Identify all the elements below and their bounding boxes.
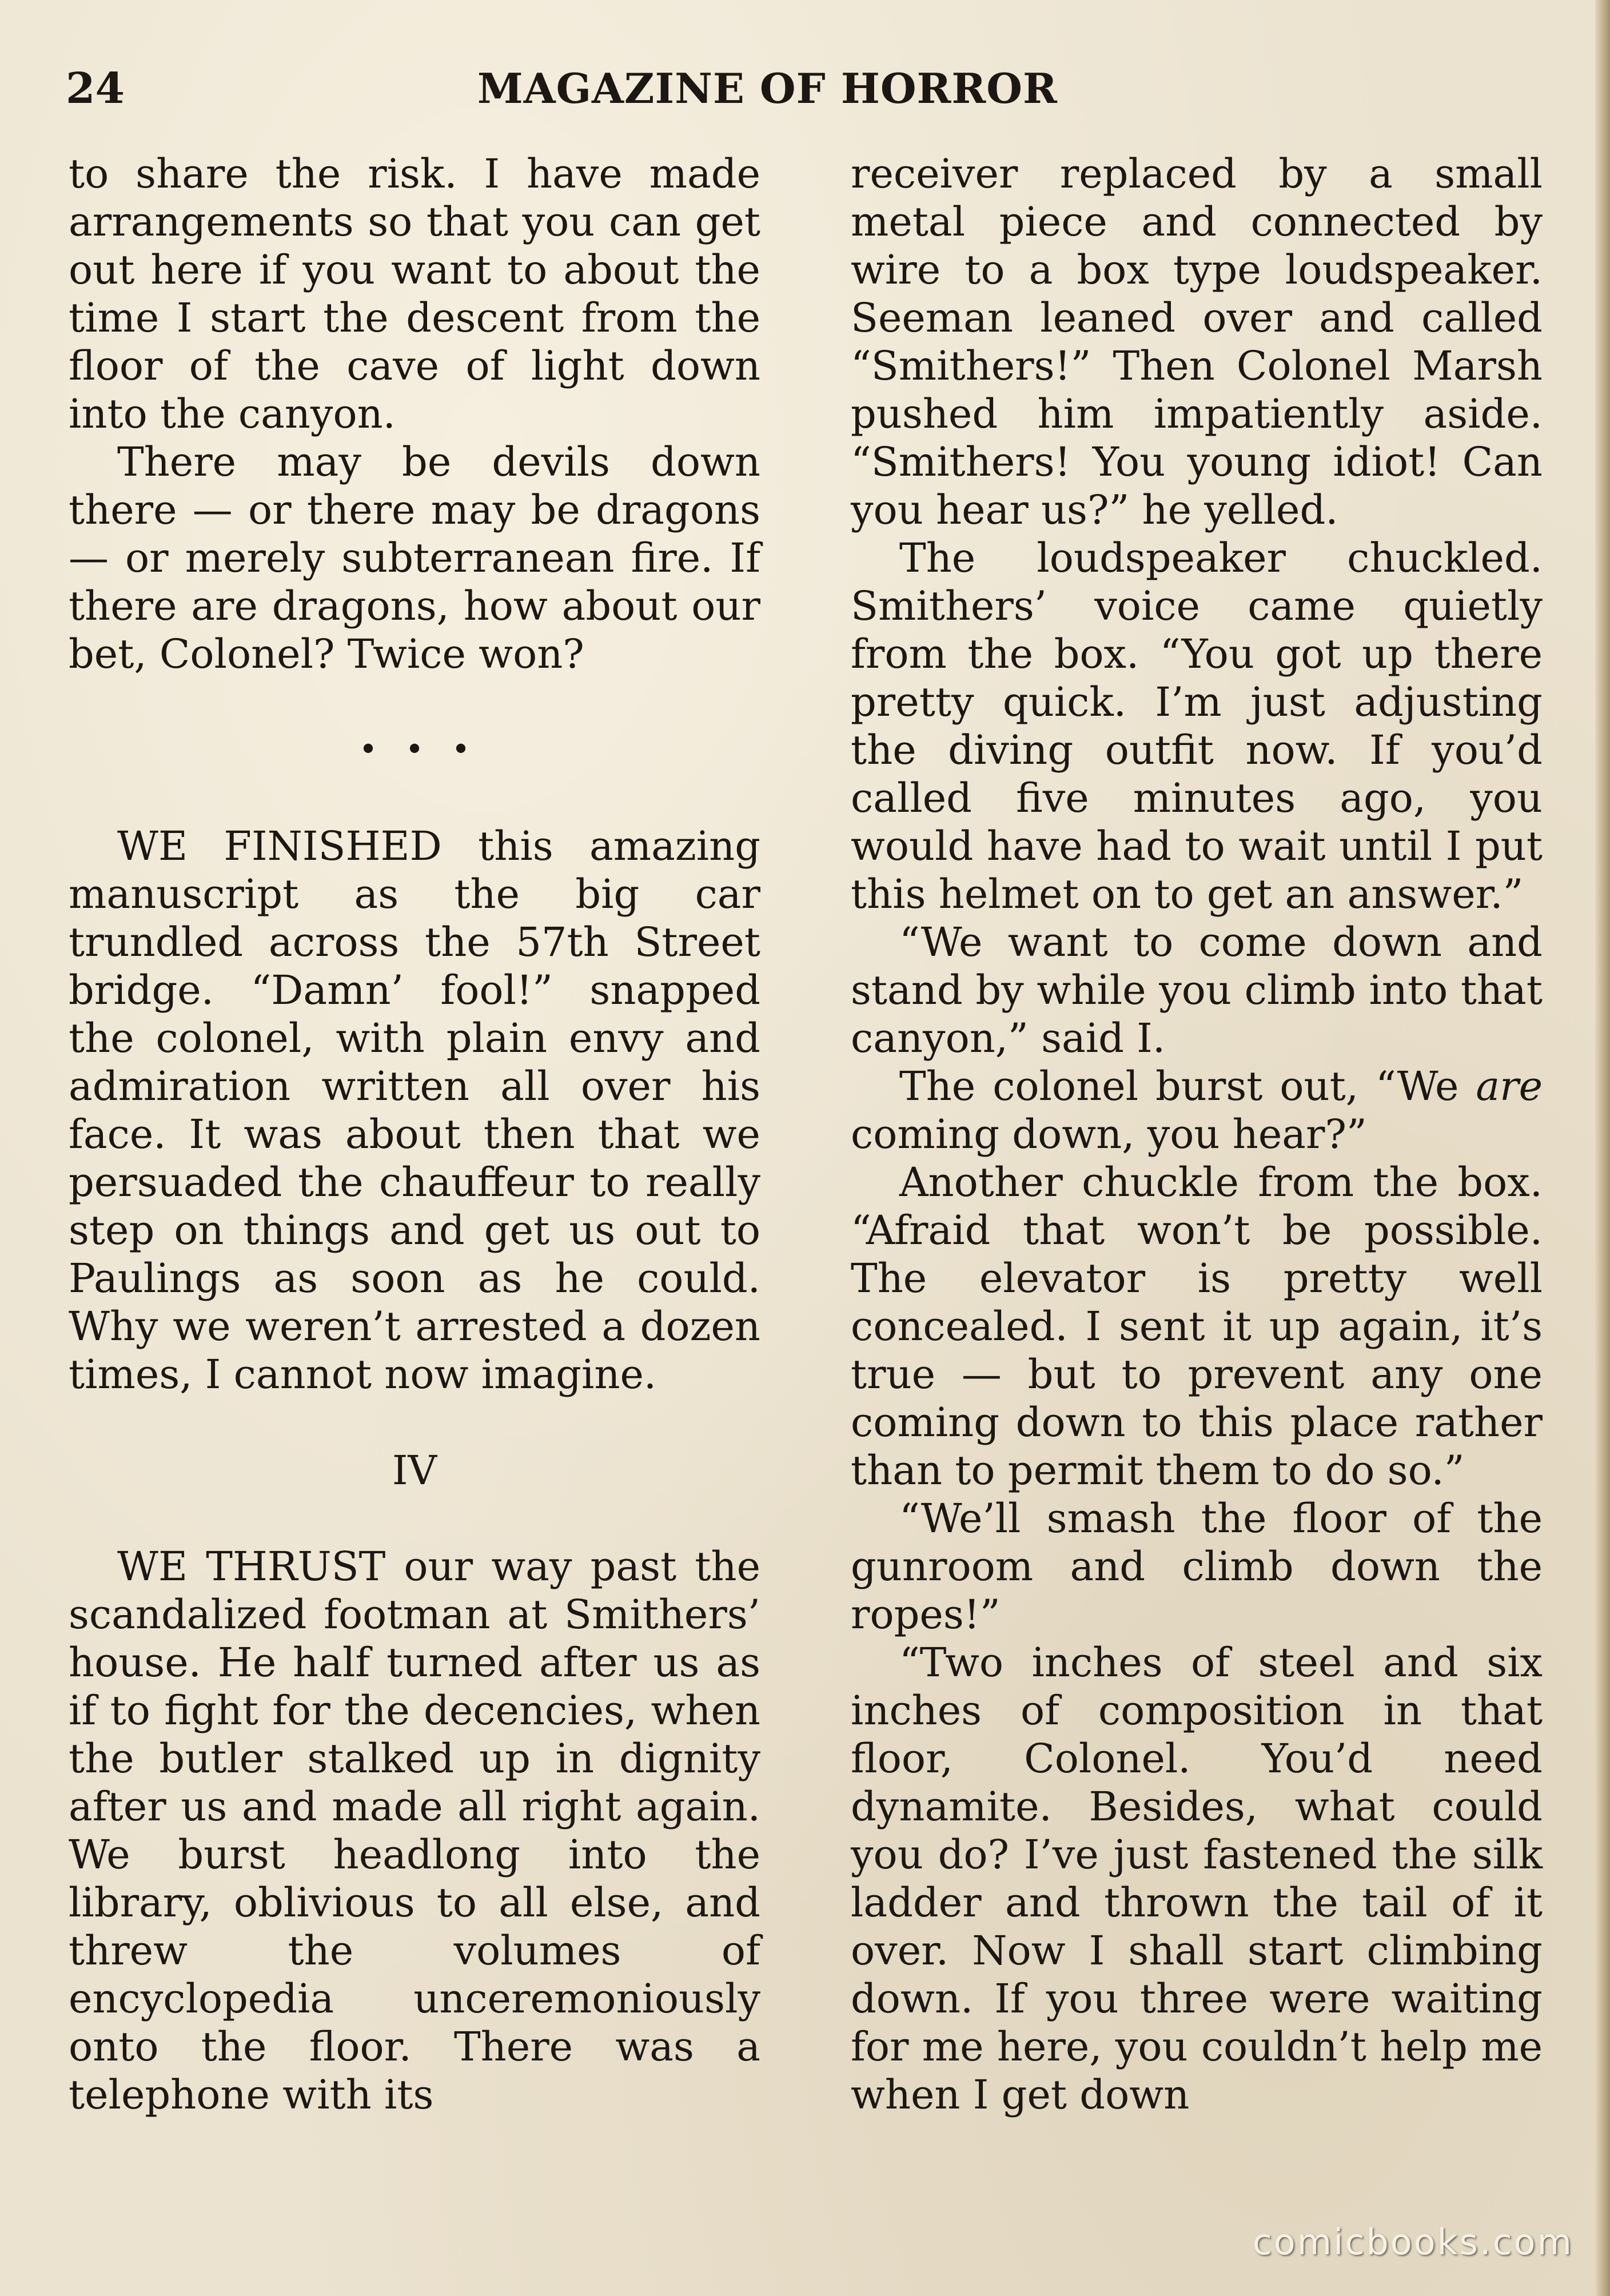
paragraph: “Two inches of steel and six inches of composition in that floor, Colonel. You’d need dynamite. Besides, what could you do? I’ve just fastened the silk ladder and thrown the tail of it over. Now I shall start climbing down. If you three were waiting for me here, you couldn’t help me when I get down [851, 1639, 1543, 2118]
text-run: coming down, you hear?” [851, 1111, 1367, 1158]
running-head [66, 54, 1541, 123]
paragraph: “We want to come down and stand by while you climb into that canyon,” said I. [851, 919, 1543, 1062]
paragraph: The loudspeaker chuckled. Smithers’ voice came quietly from the box. “You got up there pretty quick. I’m just adjusting the diving outfit now. If you’d called five minutes ago, you would have had to wait until I put this helmet on to get an answer.” [851, 535, 1543, 918]
right-column [851, 150, 1543, 2119]
source-watermark: comicbooks.com [1252, 2221, 1573, 2263]
paragraph [851, 1062, 1543, 1158]
paragraph: to share the risk. I have made arrangements so that you can get out here if you want to about the time I start the descent from the floor of the cave of light down into the canyon. [69, 150, 760, 437]
page-edge [1595, 0, 1610, 2296]
text-run: The colonel burst out, “We [899, 1063, 1476, 1110]
paragraph: WE FINISHED this amazing manuscript as the big car trundled across the 57th Street bridge. “Damn’ fool!” snapped the colonel, with plain envy and admiration written all over his face. It was about then that we persuaded the chauffeur to really step on things and get us out to Paulings as soon as he could. Why we weren’t arrested a dozen times, I cannot now imagine. [69, 823, 760, 1398]
paragraph: receiver replaced by a small metal piece and connected by wire to a box type loudspeaker. Seeman leaned over and called “Smithers!” Then Colonel Marsh pushed him impatiently aside. “Smithers! You young idiot! Can you hear us?” he yelled. [851, 150, 1543, 533]
paragraph: Another chuckle from the box. “Afraid that won’t be possible. The elevator is pretty well concealed. I sent it up again, it’s true — but to prevent any one coming down to this place rather than to permit them to do so.” [851, 1159, 1543, 1494]
paragraph: WE THRUST our way past the scandalized footman at Smithers’ house. He half turned after us as if to fight for the decencies, when the butler stalked up in dignity after us and made all right again. We burst headlong into the library, oblivious to all else, and threw the volumes of encyclopedia unceremoniously onto the floor. There was a telephone with its [69, 1543, 760, 2118]
paragraph: There may be devils down there — or there may be dragons — or merely subterranean fire. If there are dragons, how about our bet, Colonel? Twice won? [69, 439, 760, 677]
section-break-ornament: ••• [358, 731, 498, 768]
left-column [69, 150, 760, 2119]
journal-title: MAGAZINE OF HORROR [477, 64, 1058, 113]
paragraph: “We’ll smash the floor of the gunroom and climb down the ropes!” [851, 1495, 1543, 1638]
section-heading: IV [392, 1447, 437, 1494]
italic-emphasis: are [1476, 1063, 1543, 1110]
page-number: 24 [66, 64, 125, 113]
